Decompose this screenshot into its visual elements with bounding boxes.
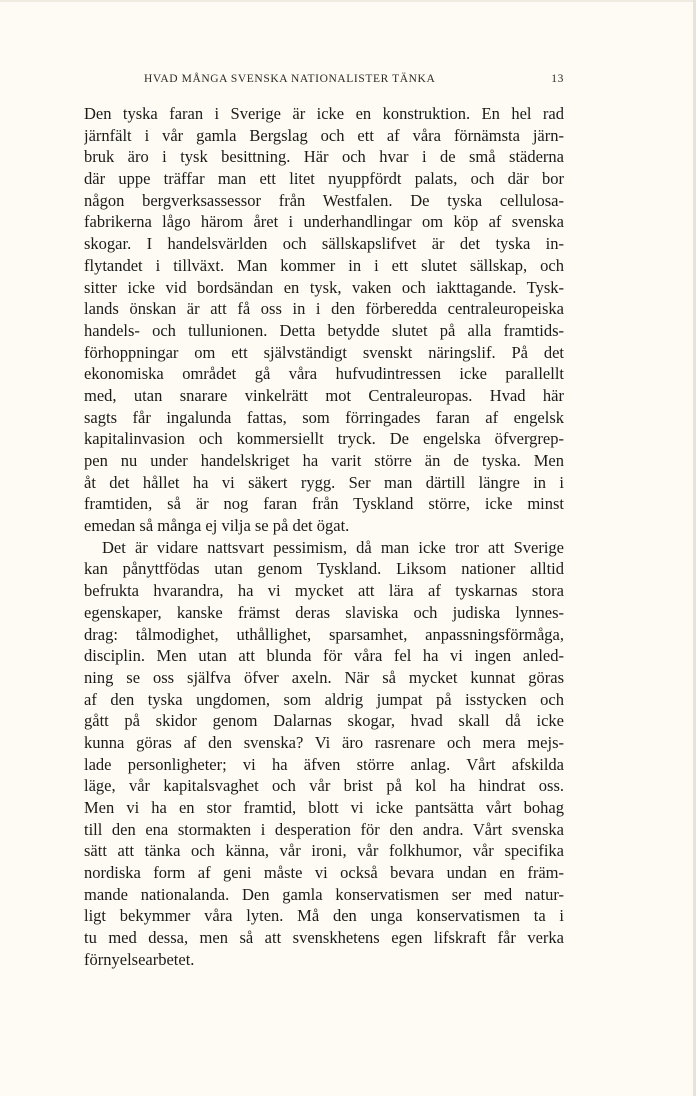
- text-line: till den ena stormakten i desperation för den andra. Vårt svenska: [84, 819, 564, 839]
- text-line: bruk äro i tysk besittning. Här och hvar i de små städerna: [84, 147, 564, 167]
- text-line: Men vi ha en stor framtid, blott vi icke pantsätta vårt bohag: [84, 798, 564, 817]
- text-line: flytandet i tillväxt. Man kommer in i ett slutet sällskap, och: [84, 255, 564, 275]
- paragraph-start-line: Det är vidare nattsvart pessimism, då man icke tror att Sverige: [102, 537, 564, 557]
- text-line: läge, vår kapitalsvaghet och vår brist på kol ha hindrat oss.: [84, 776, 564, 796]
- page-top-edge: [0, 0, 696, 2]
- text-line: sagts får ingalunda fattas, som förringades faran af engelsk: [84, 407, 564, 427]
- text-line: järnfält i vår gamla Bergslag och ett af våra förnämsta järn-: [84, 125, 564, 145]
- text-line: sätt att tänka och känna, vår ironi, vår folkhumor, vår specifika: [84, 841, 564, 861]
- text-line: tu med dessa, men så att svenskhetens egen lifskraft får verka: [84, 928, 564, 948]
- text-line: mande nationalanda. Den gamla konservatismen ser med natur-: [84, 884, 564, 904]
- text-line: befrukta hvarandra, ha vi mycket att lära af tyskarnas stora: [84, 581, 564, 601]
- text-line: ligt bekymmer våra lyten. Må den unga konservatismen ta i: [84, 906, 564, 926]
- paragraph-end-line: emedan så många ej vilja se på det ögat.: [84, 516, 350, 536]
- page-number: 13: [551, 73, 564, 85]
- text-line: skogar. I handelsvärlden och sällskapslifvet är det tyska in-: [84, 234, 564, 254]
- text-line: ekonomiska området gå våra hufvudintressen icke parallellt: [84, 364, 564, 384]
- running-title: HVAD MÅNGA SVENSKA NATIONALISTER TÄNKA: [144, 73, 436, 85]
- text-line: af den tyska ungdomen, som aldrig jumpat på isstycken och: [84, 689, 564, 709]
- text-line: förhoppningar om ett självständigt svenskt näringslif. På det: [84, 342, 564, 362]
- text-line: kan pånyttfödas utan genom Tyskland. Liksom nationer alltid: [84, 559, 564, 579]
- text-line: sitter icke vid bordsändan en tysk, vaken och iakttagande. Tysk-: [84, 277, 564, 297]
- text-line: kapitalinvasion och kommersiellt tryck. De engelska öfvergrep-: [84, 429, 564, 449]
- text-line: fabrikerna lågo härom året i underhandlingar om köp af svenska: [84, 212, 564, 232]
- text-line: Den tyska faran i Sverige är icke en konstruktion. En hel rad: [84, 104, 564, 123]
- text-line: ning se oss själfva öfver axeln. När så mycket kunnat göras: [84, 667, 564, 687]
- text-line: nordiska form af geni måste vi också bevara undan en främ-: [84, 863, 564, 883]
- paragraph-end-line: förnyelsearbetet.: [84, 949, 195, 969]
- running-head: [84, 73, 564, 93]
- text-line: åt det hållet ha vi säkert rygg. Ser man därtill längre in i: [84, 472, 564, 492]
- text-line: handels- och tullunionen. Detta betydde slutet på alla framtids-: [84, 320, 564, 340]
- text-line: där uppe träffar man ett litet nyuppfördt palats, och där bor: [84, 169, 564, 189]
- text-line: egenskaper, kanske främst deras slaviska och judiska lynnes-: [84, 602, 564, 622]
- text-line: pen nu under handelskriget ha varit större än de tyska. Men: [84, 451, 564, 470]
- text-line: drag: tålmodighet, uthållighet, sparsamhet, anpassningsförmåga,: [84, 624, 564, 644]
- text-line: lands önskan är att få oss in i den förberedda centraleuropeiska: [84, 299, 564, 319]
- text-line: lade personligheter; vi ha äfven större anlag. Vårt afskilda: [84, 754, 564, 774]
- text-line: med, utan snarare vinkelrätt mot Centraleuropas. Hvad här: [84, 385, 564, 405]
- body-text: [84, 103, 564, 971]
- text-line: disciplin. Men utan att blunda för våra fel ha vi ingen anled-: [84, 646, 564, 666]
- text-line: kunna göras af den svenska? Vi äro rasrenare och mera mejs-: [84, 732, 564, 752]
- text-line: gått på skidor genom Dalarnas skogar, hvad skall då icke: [84, 711, 564, 731]
- text-line: framtiden, så är nog faran från Tyskland större, icke minst: [84, 494, 564, 514]
- text-line: någon bergverksassessor från Westfalen. De tyska cellulosa-: [84, 190, 564, 210]
